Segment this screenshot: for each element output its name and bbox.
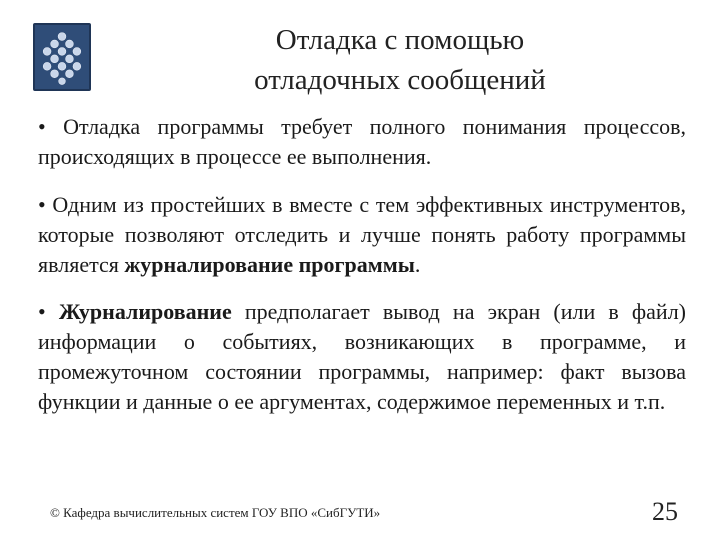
bullet-2-text: • Одним из простейших в вместе с тем эффективных инструментов, которые позволяют отследить и лучше понять работу программы является bbox=[38, 192, 686, 277]
bullet-2-bold-term: журналирование программы bbox=[124, 252, 415, 277]
footer-copyright: © Кафедра вычислительных систем ГОУ ВПО «СибГУТИ» bbox=[50, 505, 381, 520]
bullet-3-marker: • bbox=[38, 299, 59, 324]
slide-title-line-2: отладочных сообщений bbox=[254, 64, 546, 96]
bullet-1-text: • Отладка программы требует полного понимания процессов, происходящих в процессе ее выполнения. bbox=[38, 114, 686, 169]
bullet-2-end: . bbox=[414, 252, 421, 277]
bullet-3-bold-term: Журналирование bbox=[58, 299, 232, 324]
slide-title-line-1: Отладка с помощью bbox=[275, 24, 525, 56]
page-number: 25 bbox=[652, 497, 678, 526]
bullet-3-text: предполагает вывод на экран (или в файл) информации о событиях, возникающих в программе, и промежуточном состоянии программы, например: факт вызова функции и данные о ее аргументах, содержимое переменных и т.п. bbox=[38, 299, 686, 414]
bullet-paragraph-3 bbox=[38, 297, 686, 417]
bullet-paragraph-2 bbox=[38, 190, 686, 280]
slide-content bbox=[38, 112, 686, 435]
logo-icon bbox=[33, 23, 91, 91]
bullet-paragraph-1 bbox=[38, 112, 686, 172]
slide-title bbox=[190, 20, 610, 100]
